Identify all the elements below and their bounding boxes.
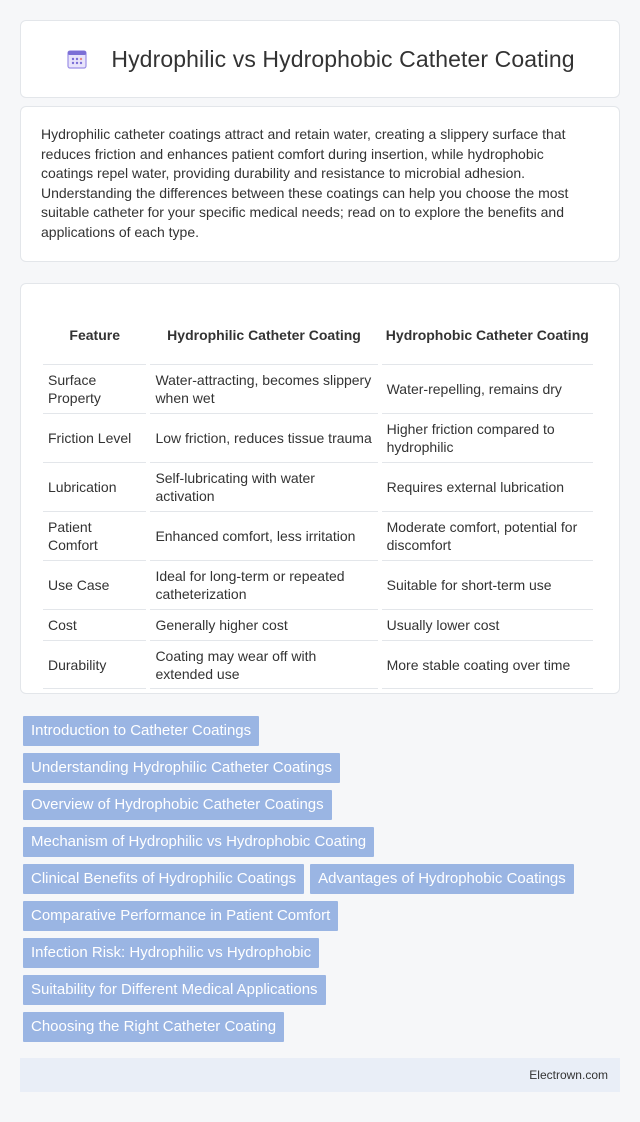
table-cell-hydrophobic: Higher friction compared to hydrophilic [382,413,593,462]
table-cell-feature: Durability [43,640,146,689]
table-cell-hydrophilic: Ideal for long-term or repeated catheterization [150,560,377,609]
table-cell-hydrophilic: Water-attracting, becomes slippery when wet [150,364,377,413]
table-cell-feature: Lubrication [43,462,146,511]
table-cell-hydrophilic: Self-lubricating with water activation [150,462,377,511]
table-cell-feature: Patient Comfort [43,511,146,560]
topic-link[interactable]: Overview of Hydrophobic Catheter Coatings [23,790,332,820]
intro-card [20,106,620,262]
table-row [43,560,593,609]
column-header-feature: Feature [69,326,120,343]
page-footer [20,1058,620,1092]
topic-link[interactable]: Choosing the Right Catheter Coating [23,1012,284,1042]
table-row [43,609,593,640]
topic-link[interactable]: Understanding Hydrophilic Catheter Coatings [23,753,340,783]
column-header-hydrophobic: Hydrophobic Catheter Coating [385,326,589,343]
table-cell-hydrophobic: Usually lower cost [382,609,593,640]
comparison-table [39,306,597,689]
table-cell-hydrophobic: Water-repelling, remains dry [382,364,593,413]
topic-link[interactable]: Infection Risk: Hydrophilic vs Hydrophobic [23,938,319,968]
table-cell-hydrophilic: Low friction, reduces tissue trauma [150,413,377,462]
page-header [20,20,620,98]
topic-link[interactable]: Comparative Performance in Patient Comfort [23,901,338,931]
column-header-hydrophilic: Hydrophilic Catheter Coating [167,326,361,343]
topic-link[interactable]: Introduction to Catheter Coatings [23,716,259,746]
table-cell-feature: Use Case [43,560,146,609]
table-cell-hydrophilic: Coating may wear off with extended use [150,640,377,689]
table-row [43,364,593,413]
table-row [43,640,593,689]
table-cell-hydrophobic: Requires external lubrication [382,462,593,511]
footer-brand[interactable]: Electrown.com [529,1068,608,1082]
page-title: Hydrophilic vs Hydrophobic Catheter Coating [111,45,575,72]
table-cell-feature: Friction Level [43,413,146,462]
topic-link[interactable]: Mechanism of Hydrophilic vs Hydrophobic Coating [23,827,374,857]
table-cell-hydrophobic: Moderate comfort, potential for discomfort [382,511,593,560]
table-cell-hydrophilic: Enhanced comfort, less irritation [150,511,377,560]
topic-links [20,716,620,1049]
comparison-table-card [20,283,620,694]
topic-link[interactable]: Suitability for Different Medical Applications [23,975,326,1005]
table-cell-feature: Cost [43,609,146,640]
calendar-grid-icon [65,47,89,71]
table-row [43,413,593,462]
table-header-row [43,306,593,364]
table-row [43,511,593,560]
topic-link[interactable]: Clinical Benefits of Hydrophilic Coatings [23,864,304,894]
table-cell-hydrophilic: Generally higher cost [150,609,377,640]
intro-text: Hydrophilic catheter coatings attract and retain water, creating a slippery surface that reduces friction and enhances patient comfort during insertion, while hydrophobic coatings repel water, providing durability and resistance to microbial adhesion. Understanding the differences between these coatings can help you choose the most suitable catheter for your specific medical needs; read on to explore the benefits and applications of each type. [41,126,569,240]
table-cell-hydrophobic: More stable coating over time [382,640,593,689]
table-cell-feature: Surface Property [43,364,146,413]
topic-link[interactable]: Advantages of Hydrophobic Coatings [310,864,574,894]
table-cell-hydrophobic: Suitable for short-term use [382,560,593,609]
table-row [43,462,593,511]
